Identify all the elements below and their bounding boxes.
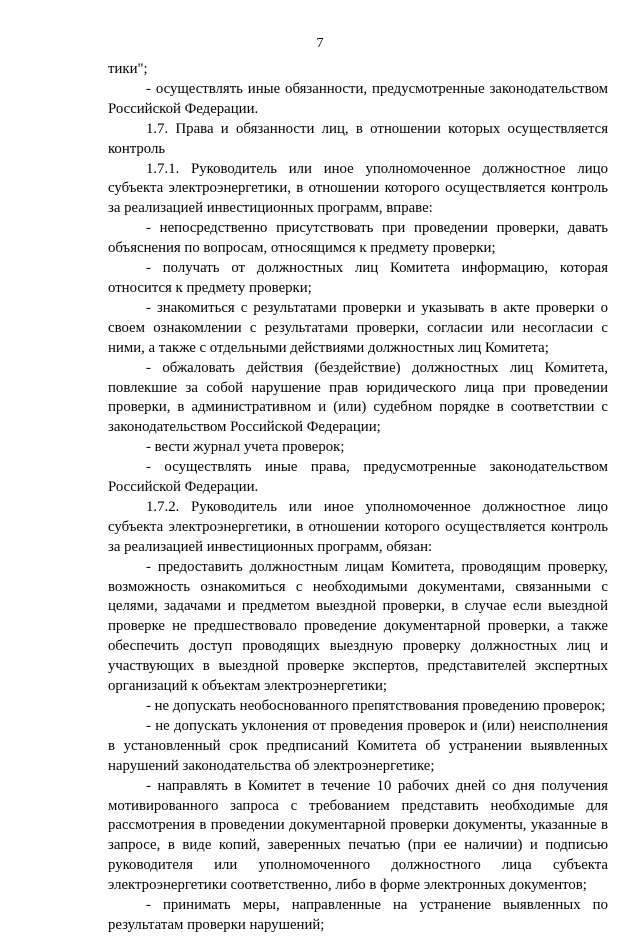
document-body [108,60,608,936]
list-item: - не допускать необоснованного препятствования проведению проверок; [146,698,606,714]
section-heading-1-7: 1.7. Права и обязанности лиц, в отношении которых осуществляется контроль [108,120,608,157]
list-item: - осуществлять иные права, предусмотренные законодательством Российской Федерации. [108,459,608,496]
list-item: - не допускать уклонения от проведения проверок и (или) неисполнения в установленный срок предписаний Комитета об устранении выявленных нарушений законодательства об электроэнергетике; [108,717,608,774]
list-item: - знакомиться с результатами проверки и указывать в акте проверки о своем ознакомлении с результатами проверки, согласии или несогласии с ними, а также с отдельными действиями должностных лиц Комитета; [108,299,608,356]
page-number: 7 [316,36,324,51]
paragraph-1-7-1: 1.7.1. Руководитель или иное уполномоченное должностное лицо субъекта электроэнергетики, в отношении которого осуществляется контроль за реализацией инвестиционных программ, вправе: [108,160,608,217]
list-item: - непосредственно присутствовать при проведении проверки, давать объяснения по вопросам, относящимся к предмету проверки; [108,220,608,257]
list-item: - обжаловать действия (бездействие) должностных лиц Комитета, повлекшие за собой нарушение прав юридического лица при проведении проверки, в административном и (или) судебном порядке в соответствии с законодательством Российской Федерации; [108,359,608,436]
list-item: - направлять в Комитет в течение 10 рабочих дней со дня получения мотивированного запроса с требованием представить необходимые для рассмотрения в проведении документарной проверки документы, указанные в запросе, в виде копий, заверенных печатью (при ее наличии) и подписью руководителя или уполномоченного должностного лица субъекта электроэнергетики соответственно, либо в форме электронных документов; [108,777,608,894]
list-item: - предоставить должностным лицам Комитета, проводящим проверку, возможность ознакомиться с необходимыми документами, связанными с целями, задачами и предметом выездной проверки, в случае если выездной проверке не предшествовало проведение документарной проверки, а также обеспечить доступ проводящих выездную проверку должностных лиц и участвующих в выездной проверке экспертов, представителей экспертных организаций к объектам электроэнергетики; [108,558,608,695]
list-item: - вести журнал учета проверок; [146,439,345,456]
paragraph: - осуществлять иные обязанности, предусмотренные законодательством Российской Федерации. [108,80,608,117]
paragraph-1-7-2: 1.7.2. Руководитель или иное уполномоченное должностное лицо субъекта электроэнергетики, в отношении которого осуществляется контроль за реализацией инвестиционных программ, обязан: [108,498,608,555]
paragraph-continuation: тики"; [108,61,148,77]
list-item: - принимать меры, направленные на устранение выявленных по результатам проверки нарушений; [108,897,608,933]
list-item: - получать от должностных лиц Комитета информацию, которая относится к предмету проверки; [108,260,608,296]
